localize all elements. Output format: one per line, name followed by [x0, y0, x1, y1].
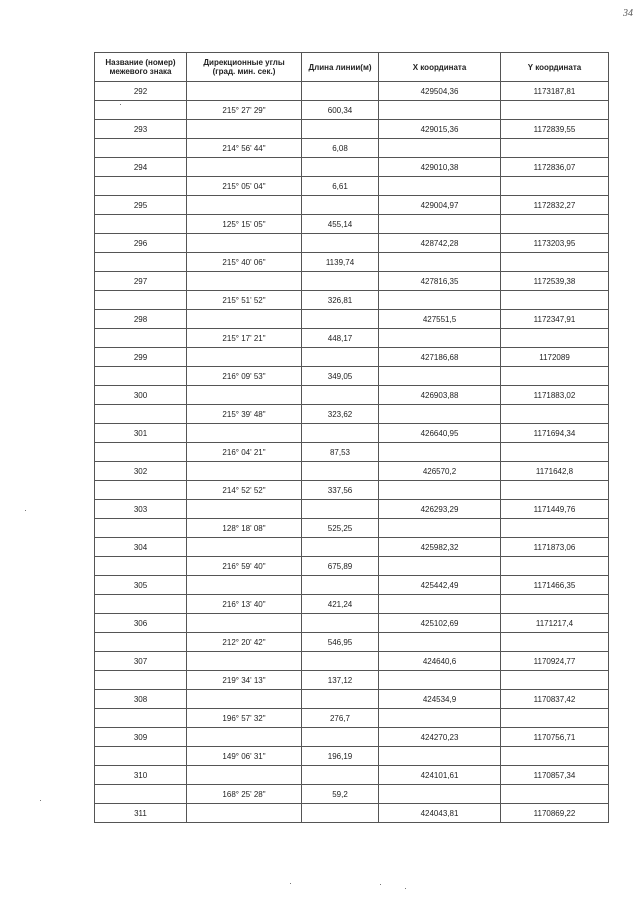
direction-angle: 196° 57' 32": [187, 709, 302, 728]
angle-empty: [187, 120, 302, 139]
header-x: X координата: [379, 53, 501, 82]
point-number: 299: [95, 348, 187, 367]
point-number: 303: [95, 500, 187, 519]
point-row: [95, 462, 609, 481]
x-empty: [379, 291, 501, 310]
point-empty: [95, 557, 187, 576]
x-empty: [379, 557, 501, 576]
point-number: 310: [95, 766, 187, 785]
segment-row: [95, 253, 609, 272]
angle-empty: [187, 652, 302, 671]
line-length: 276,7: [302, 709, 379, 728]
x-empty: [379, 139, 501, 158]
x-empty: [379, 709, 501, 728]
x-empty: [379, 519, 501, 538]
point-row: [95, 804, 609, 823]
x-empty: [379, 671, 501, 690]
line-length: 326,81: [302, 291, 379, 310]
x-coordinate: 425442,49: [379, 576, 501, 595]
direction-angle: 215° 17' 21": [187, 329, 302, 348]
length-empty: [302, 538, 379, 557]
y-empty: [501, 177, 609, 196]
header-angles: Дирекционные углы (град. мин. сек.): [187, 53, 302, 82]
point-row: [95, 158, 609, 177]
x-coordinate: 424534,9: [379, 690, 501, 709]
y-coordinate: 1173203,95: [501, 234, 609, 253]
line-length: 546,95: [302, 633, 379, 652]
y-coordinate: 1172839,55: [501, 120, 609, 139]
point-empty: [95, 291, 187, 310]
point-empty: [95, 329, 187, 348]
y-coordinate: 1170837,42: [501, 690, 609, 709]
angle-empty: [187, 234, 302, 253]
point-empty: [95, 443, 187, 462]
point-empty: [95, 101, 187, 120]
x-empty: [379, 633, 501, 652]
line-length: 6,61: [302, 177, 379, 196]
length-empty: [302, 348, 379, 367]
length-empty: [302, 272, 379, 291]
segment-row: [95, 519, 609, 538]
point-row: [95, 766, 609, 785]
line-length: 600,34: [302, 101, 379, 120]
x-coordinate: 426640,95: [379, 424, 501, 443]
angle-empty: [187, 728, 302, 747]
x-coordinate: 429504,36: [379, 82, 501, 101]
direction-angle: 216° 13' 40": [187, 595, 302, 614]
direction-angle: 216° 59' 40": [187, 557, 302, 576]
point-row: [95, 424, 609, 443]
x-coordinate: 425982,32: [379, 538, 501, 557]
y-coordinate: 1172347,91: [501, 310, 609, 329]
point-empty: [95, 785, 187, 804]
direction-angle: 125° 15' 05": [187, 215, 302, 234]
y-empty: [501, 557, 609, 576]
header-name: Название (номер) межевого знака: [95, 53, 187, 82]
point-empty: [95, 595, 187, 614]
point-row: [95, 576, 609, 595]
y-coordinate: 1172539,38: [501, 272, 609, 291]
segment-row: [95, 443, 609, 462]
y-empty: [501, 595, 609, 614]
angle-empty: [187, 614, 302, 633]
line-length: 59,2: [302, 785, 379, 804]
point-empty: [95, 519, 187, 538]
x-empty: [379, 595, 501, 614]
direction-angle: 212° 20' 42": [187, 633, 302, 652]
x-empty: [379, 747, 501, 766]
direction-angle: 214° 56' 44": [187, 139, 302, 158]
length-empty: [302, 500, 379, 519]
y-empty: [501, 405, 609, 424]
y-empty: [501, 519, 609, 538]
y-empty: [501, 481, 609, 500]
length-empty: [302, 690, 379, 709]
point-number: 301: [95, 424, 187, 443]
point-row: [95, 652, 609, 671]
line-length: 87,53: [302, 443, 379, 462]
length-empty: [302, 158, 379, 177]
x-empty: [379, 177, 501, 196]
point-number: 306: [95, 614, 187, 633]
y-coordinate: 1171883,02: [501, 386, 609, 405]
x-coordinate: 427186,68: [379, 348, 501, 367]
line-length: 137,12: [302, 671, 379, 690]
x-coordinate: 424640,6: [379, 652, 501, 671]
x-empty: [379, 367, 501, 386]
y-coordinate: 1170857,34: [501, 766, 609, 785]
length-empty: [302, 652, 379, 671]
point-number: 295: [95, 196, 187, 215]
direction-angle: 216° 04' 21": [187, 443, 302, 462]
segment-row: [95, 177, 609, 196]
segment-row: [95, 215, 609, 234]
x-coordinate: 428742,28: [379, 234, 501, 253]
point-row: [95, 120, 609, 139]
coordinates-table: [94, 52, 609, 823]
line-length: 455,14: [302, 215, 379, 234]
length-empty: [302, 310, 379, 329]
line-length: 675,89: [302, 557, 379, 576]
point-empty: [95, 367, 187, 386]
line-length: 421,24: [302, 595, 379, 614]
y-empty: [501, 671, 609, 690]
direction-angle: 219° 34' 13": [187, 671, 302, 690]
x-empty: [379, 443, 501, 462]
y-coordinate: 1173187,81: [501, 82, 609, 101]
point-empty: [95, 253, 187, 272]
length-empty: [302, 728, 379, 747]
angle-empty: [187, 804, 302, 823]
direction-angle: 215° 51' 52": [187, 291, 302, 310]
y-empty: [501, 747, 609, 766]
point-number: 302: [95, 462, 187, 481]
segment-row: [95, 785, 609, 804]
line-length: 525,25: [302, 519, 379, 538]
point-number: 293: [95, 120, 187, 139]
angle-empty: [187, 424, 302, 443]
header-y: Y координата: [501, 53, 609, 82]
x-empty: [379, 481, 501, 500]
point-number: 311: [95, 804, 187, 823]
line-length: 448,17: [302, 329, 379, 348]
angle-empty: [187, 500, 302, 519]
segment-row: [95, 367, 609, 386]
x-coordinate: 426570,2: [379, 462, 501, 481]
length-empty: [302, 804, 379, 823]
length-empty: [302, 234, 379, 253]
angle-empty: [187, 158, 302, 177]
x-coordinate: 424270,23: [379, 728, 501, 747]
point-empty: [95, 139, 187, 158]
point-empty: [95, 671, 187, 690]
table-body: [95, 82, 609, 823]
length-empty: [302, 82, 379, 101]
y-coordinate: 1172832,27: [501, 196, 609, 215]
x-empty: [379, 215, 501, 234]
direction-angle: 214° 52' 52": [187, 481, 302, 500]
point-empty: [95, 709, 187, 728]
segment-row: [95, 291, 609, 310]
point-number: 308: [95, 690, 187, 709]
point-row: [95, 196, 609, 215]
y-empty: [501, 709, 609, 728]
y-empty: [501, 291, 609, 310]
y-coordinate: 1171466,35: [501, 576, 609, 595]
length-empty: [302, 196, 379, 215]
header-length: Длина линии(м): [302, 53, 379, 82]
direction-angle: 215° 39' 48": [187, 405, 302, 424]
y-coordinate: 1170869,22: [501, 804, 609, 823]
x-coordinate: 429004,97: [379, 196, 501, 215]
y-empty: [501, 139, 609, 158]
point-number: 304: [95, 538, 187, 557]
direction-angle: 168° 25' 28": [187, 785, 302, 804]
point-number: 294: [95, 158, 187, 177]
x-coordinate: 425102,69: [379, 614, 501, 633]
y-coordinate: 1171217,4: [501, 614, 609, 633]
segment-row: [95, 595, 609, 614]
line-length: 323,62: [302, 405, 379, 424]
segment-row: [95, 139, 609, 158]
line-length: 6,08: [302, 139, 379, 158]
length-empty: [302, 424, 379, 443]
segment-row: [95, 633, 609, 652]
length-empty: [302, 120, 379, 139]
point-row: [95, 690, 609, 709]
y-coordinate: 1171694,34: [501, 424, 609, 443]
y-coordinate: 1172836,07: [501, 158, 609, 177]
y-empty: [501, 785, 609, 804]
direction-angle: 215° 27' 29": [187, 101, 302, 120]
direction-angle: 215° 05' 04": [187, 177, 302, 196]
length-empty: [302, 614, 379, 633]
line-length: 349,05: [302, 367, 379, 386]
x-coordinate: 429010,38: [379, 158, 501, 177]
x-coordinate: 426293,29: [379, 500, 501, 519]
x-empty: [379, 405, 501, 424]
segment-row: [95, 481, 609, 500]
angle-empty: [187, 310, 302, 329]
direction-angle: 215° 40' 06": [187, 253, 302, 272]
x-empty: [379, 253, 501, 272]
y-empty: [501, 215, 609, 234]
y-coordinate: 1170756,71: [501, 728, 609, 747]
segment-row: [95, 101, 609, 120]
page-number: 34: [623, 8, 633, 19]
point-empty: [95, 747, 187, 766]
direction-angle: 149° 06' 31": [187, 747, 302, 766]
segment-row: [95, 405, 609, 424]
x-empty: [379, 329, 501, 348]
point-row: [95, 234, 609, 253]
point-number: 297: [95, 272, 187, 291]
point-empty: [95, 405, 187, 424]
angle-empty: [187, 82, 302, 101]
segment-row: [95, 709, 609, 728]
point-empty: [95, 633, 187, 652]
y-empty: [501, 329, 609, 348]
y-coordinate: 1171449,76: [501, 500, 609, 519]
x-coordinate: 424043,81: [379, 804, 501, 823]
point-row: [95, 348, 609, 367]
x-coordinate: 429015,36: [379, 120, 501, 139]
x-empty: [379, 785, 501, 804]
y-empty: [501, 367, 609, 386]
y-empty: [501, 101, 609, 120]
line-length: 1139,74: [302, 253, 379, 272]
segment-row: [95, 557, 609, 576]
line-length: 337,56: [302, 481, 379, 500]
point-row: [95, 272, 609, 291]
y-empty: [501, 633, 609, 652]
angle-empty: [187, 196, 302, 215]
angle-empty: [187, 348, 302, 367]
line-length: 196,19: [302, 747, 379, 766]
point-number: 292: [95, 82, 187, 101]
point-row: [95, 310, 609, 329]
point-number: 296: [95, 234, 187, 253]
point-row: [95, 614, 609, 633]
x-coordinate: 427816,35: [379, 272, 501, 291]
segment-row: [95, 747, 609, 766]
segment-row: [95, 671, 609, 690]
angle-empty: [187, 576, 302, 595]
table-header-row: [95, 53, 609, 82]
point-number: 298: [95, 310, 187, 329]
y-coordinate: 1172089: [501, 348, 609, 367]
point-empty: [95, 215, 187, 234]
x-coordinate: 426903,88: [379, 386, 501, 405]
point-empty: [95, 481, 187, 500]
point-number: 307: [95, 652, 187, 671]
y-coordinate: 1171642,8: [501, 462, 609, 481]
point-number: 309: [95, 728, 187, 747]
y-empty: [501, 443, 609, 462]
angle-empty: [187, 386, 302, 405]
point-number: 305: [95, 576, 187, 595]
length-empty: [302, 386, 379, 405]
point-empty: [95, 177, 187, 196]
length-empty: [302, 766, 379, 785]
angle-empty: [187, 766, 302, 785]
angle-empty: [187, 690, 302, 709]
point-row: [95, 500, 609, 519]
angle-empty: [187, 538, 302, 557]
direction-angle: 216° 09' 53": [187, 367, 302, 386]
angle-empty: [187, 272, 302, 291]
direction-angle: 128° 18' 08": [187, 519, 302, 538]
point-row: [95, 82, 609, 101]
point-row: [95, 728, 609, 747]
point-number: 300: [95, 386, 187, 405]
length-empty: [302, 576, 379, 595]
x-coordinate: 424101,61: [379, 766, 501, 785]
x-coordinate: 427551,5: [379, 310, 501, 329]
x-empty: [379, 101, 501, 120]
y-empty: [501, 253, 609, 272]
point-row: [95, 386, 609, 405]
segment-row: [95, 329, 609, 348]
length-empty: [302, 462, 379, 481]
point-row: [95, 538, 609, 557]
angle-empty: [187, 462, 302, 481]
y-coordinate: 1171873,06: [501, 538, 609, 557]
y-coordinate: 1170924,77: [501, 652, 609, 671]
